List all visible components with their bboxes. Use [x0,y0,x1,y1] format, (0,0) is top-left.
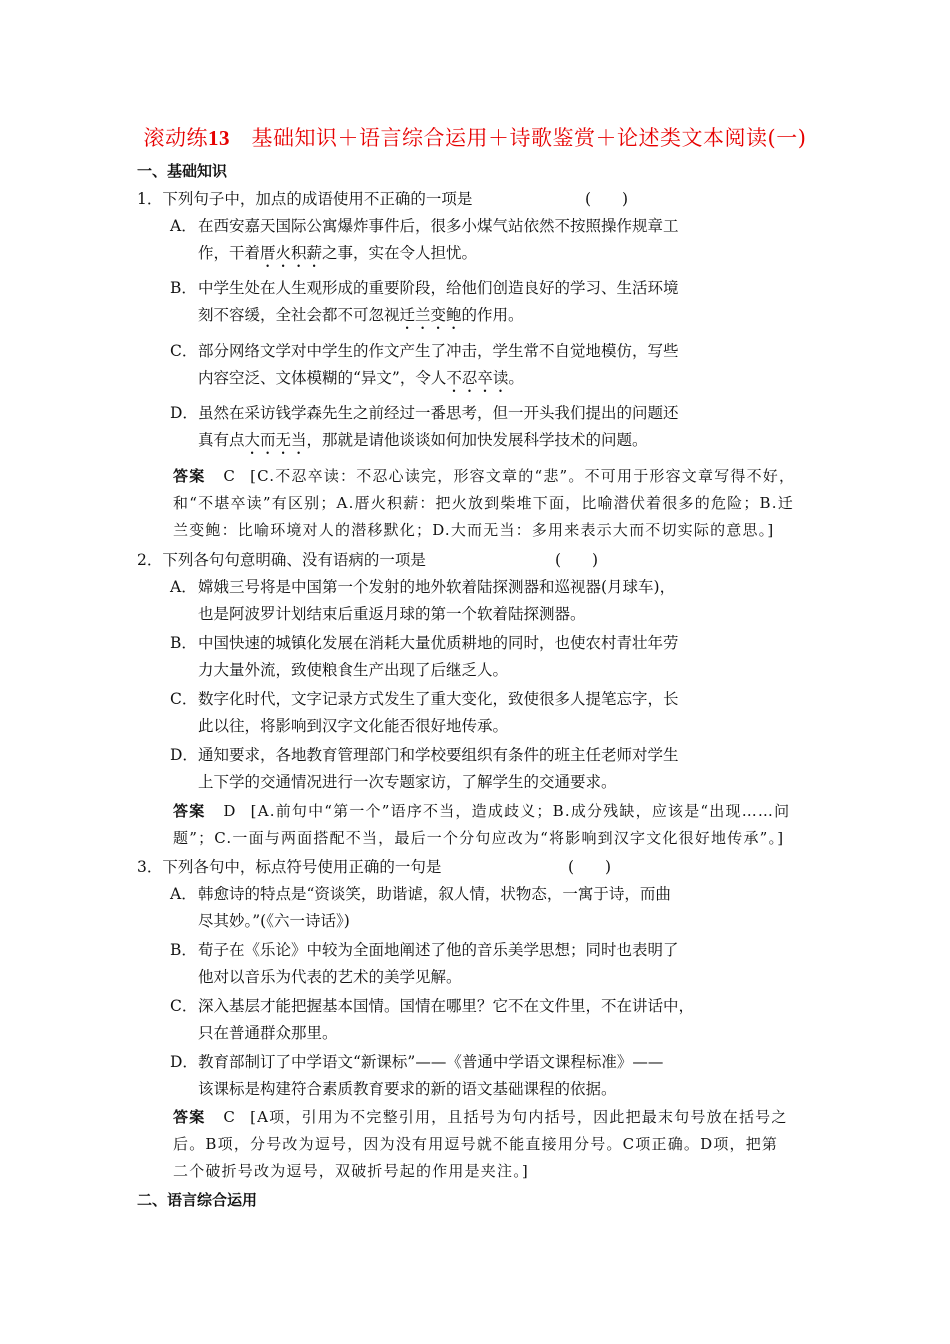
question-3-option-d-cont: 该课标是构建符合素质教育要求的新的语文基础课程的依据。 [198,1080,617,1098]
question-2-option-a: A．嫦娥三号将是中国第一个发射的地外软着陆探测器和巡视器(月球车)， [170,578,676,596]
answer-blank: ( ) [555,551,599,569]
question-1-option-a-cont: 作，干着厝火积薪之事，实在令人担忧。 [198,244,478,262]
dotted-idiom: 迁兰变鲍 [399,306,462,324]
question-3-option-b: B．荀子在《乐论》中较为全面地阐述了他的音乐美学思想；同时也表明了 [170,941,679,959]
question-1-explanation-line: 和“不堪卒读”有区别；A.厝火积薪：把火放到柴堆下面，比喻潜伏着很多的危险；B.迁 [173,494,794,512]
question-3-option-c: C．深入基层才能把握基本国情。国情在哪里？它不在文件里，不在讲话中， [170,997,695,1015]
question-1-explanation-line: 兰变鲍：比喻环境对人的潜移默化；D.大而无当：多用来表示大而不切实际的意思。] [173,521,775,539]
question-3-stem: 3．下列各句中，标点符号使用正确的一句是 [137,858,442,876]
question-2-answer: 答案 D [A.前句中“第一个”语序不当，造成歧义；B.成分残缺，应该是“出现……问 [173,802,791,820]
question-3-explanation-line: 二个破折号改为逗号，双破折号起的作用是夹注。] [173,1162,529,1180]
question-2-option-c-cont: 此以往，将影响到汉字文化能否很好地传承。 [198,717,509,735]
question-2-option-c: C．数字化时代，文字记录方式发生了重大变化，致使很多人提笔忘字，长 [170,690,679,708]
question-1-option-b-cont: 刻不容缓，全社会都不可忽视迁兰变鲍的作用。 [198,306,524,324]
title-prefix: 滚动练 [143,126,209,150]
section-heading-language: 二、语言综合运用 [137,1191,258,1209]
answer-blank: ( ) [568,858,612,876]
question-3-option-a-cont: 尽其妙。”(《六一诗话》) [198,912,350,930]
question-2-option-b-cont: 力大量外流，致使粮食生产出现了后继乏人。 [198,661,509,679]
title-number: 13 [208,126,231,150]
question-3-explanation-line: 后。B项，分号改为逗号，因为没有用逗号就不能直接用分号。C项正确。D项，把第 [173,1135,779,1153]
title-text: 基础知识＋语言综合运用＋诗歌鉴赏＋论述类文本阅读(一) [251,126,807,150]
page-title [0,122,950,152]
question-3-answer: 答案 C [A项，引用为不完整引用，且括号为句内括号，因此把最末句号放在括号之 [173,1108,788,1126]
question-3-option-d: D．教育部制订了中学语文“新课标”——《普通中学语文课程标准》—— [170,1053,664,1071]
dotted-idiom: 厝火积薪 [260,244,323,262]
question-2-option-d-cont: 上下学的交通情况进行一次专题家访，了解学生的交通要求。 [198,773,617,791]
question-1-answer: 答案 C [C.不忍卒读：不忍心读完，形容文章的“悲”。不可用于形容文章写得不好， [173,467,796,485]
question-1-option-c: C．部分网络文学对中学生的作文产生了冲击，学生常不自觉地模仿，写些 [170,342,679,360]
question-1-option-a: A．在西安嘉天国际公寓爆炸事件后，很多小煤气站依然不按照操作规章工 [170,217,679,235]
question-3-option-b-cont: 他对以音乐为代表的艺术的美学见解。 [198,968,462,986]
question-1-stem: 1．下列句子中，加点的成语使用不正确的一项是 [137,190,473,208]
answer-blank: ( ) [585,190,629,208]
question-3-option-a: A．韩愈诗的特点是“资谈笑，助谐谑，叙人情，状物态，一寓于诗，而曲 [170,885,671,903]
question-2-option-a-cont: 也是阿波罗计划结束后重返月球的第一个软着陆探测器。 [198,605,586,623]
question-2-option-b: B．中国快速的城镇化发展在消耗大量优质耕地的同时，也使农村青壮年劳 [170,634,679,652]
question-1-option-b: B．中学生处在人生观形成的重要阶段，给他们创造良好的学习、生活环境 [170,279,679,297]
question-2-option-d: D．通知要求，各地教育管理部门和学校要组织有条件的班主任老师对学生 [170,746,679,764]
question-1-option-d-cont: 真有点大而无当，那就是请他谈谈如何加快发展科学技术的问题。 [198,431,648,449]
question-1-option-c-cont: 内容空泛、文体模糊的“异文”，令人不忍卒读。 [198,369,524,387]
section-heading-basics: 一、基础知识 [137,162,228,180]
dotted-idiom: 不忍卒读 [446,369,509,387]
question-2-explanation-line: 题”；C.一面与两面搭配不当，最后一个分句应改为“将影响到汉字文化很好地传承”。] [173,829,785,847]
question-1-option-d: D．虽然在采访钱学森先生之前经过一番思考，但一开头我们提出的问题还 [170,404,679,422]
dotted-idiom: 大而无当 [244,431,307,449]
question-3-option-c-cont: 只在普通群众那里。 [198,1024,338,1042]
question-2-stem: 2．下列各句句意明确、没有语病的一项是 [137,551,426,569]
